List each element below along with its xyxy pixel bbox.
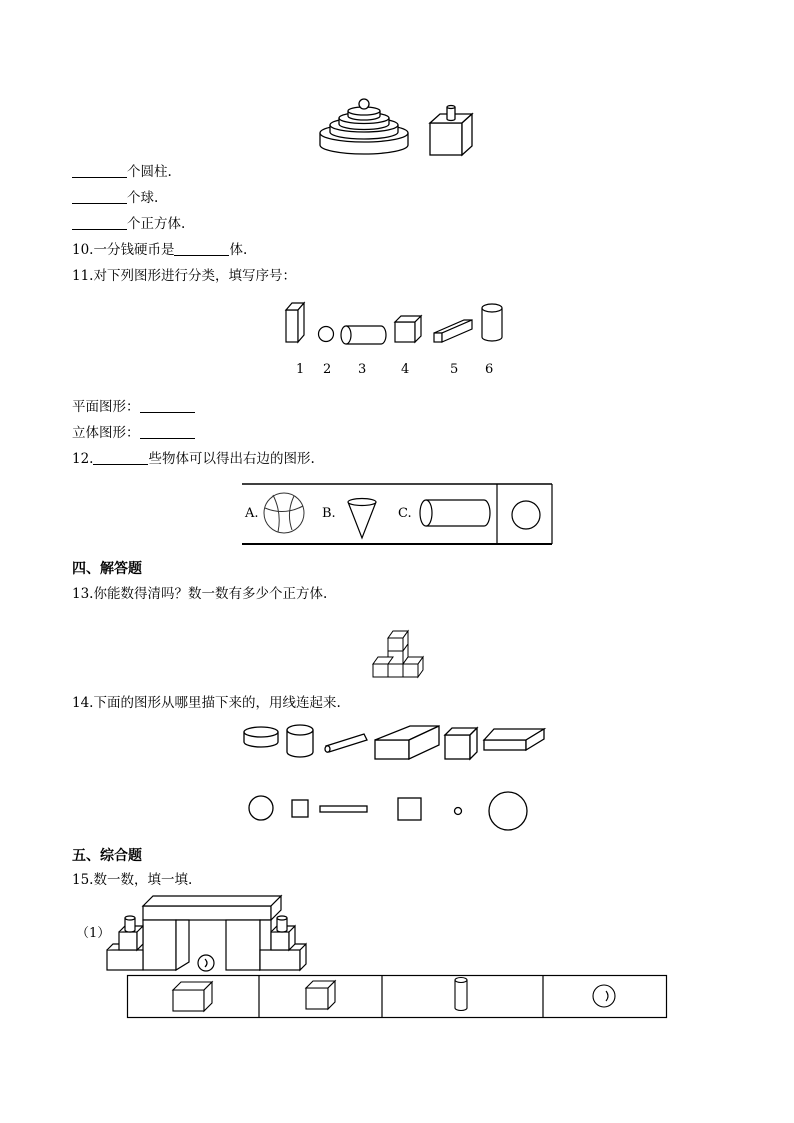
q15-sub-label: （1） xyxy=(76,926,111,941)
q12-prefix: 12. xyxy=(72,451,94,467)
q9-cube-text: 个正方体. xyxy=(127,216,186,232)
q11-label-6: 6 xyxy=(485,362,494,377)
q9-cube-line xyxy=(72,215,185,233)
q11-solid-line xyxy=(72,424,195,442)
q13-figure xyxy=(368,626,426,678)
q9-cylinder-text: 个圆柱. xyxy=(127,164,172,180)
q10-line xyxy=(72,241,247,259)
q9-figure xyxy=(315,95,485,160)
q12-line xyxy=(72,450,315,468)
q11-label-3: 3 xyxy=(358,362,367,377)
answer-blank[interactable] xyxy=(140,398,195,413)
q14-question: 14.下面的图形从哪里描下来的，用线连起来. xyxy=(72,695,341,711)
q15-figure xyxy=(105,892,335,974)
section-4-heading: 四、解答题 xyxy=(72,561,142,577)
q12-suffix: 些物体可以得出右边的图形. xyxy=(148,451,315,467)
q12-option-a: A. xyxy=(245,506,259,521)
answer-blank[interactable] xyxy=(72,215,127,230)
q12-option-c: C. xyxy=(398,506,412,521)
q9-cylinder-line xyxy=(72,163,172,181)
q11-solid-label: 立体图形： xyxy=(72,425,140,441)
q12-figure xyxy=(240,480,554,546)
q11-question: 11.对下列图形进行分类，填写序号： xyxy=(72,268,296,284)
answer-blank[interactable] xyxy=(174,241,229,256)
section-5-heading: 五、综合题 xyxy=(72,848,142,864)
q11-plane-line xyxy=(72,398,195,416)
q11-label-4: 4 xyxy=(401,362,410,377)
answer-blank[interactable] xyxy=(72,189,127,204)
q11-label-5: 5 xyxy=(450,362,459,377)
q9-sphere-text: 个球. xyxy=(127,190,159,206)
answer-blank[interactable] xyxy=(140,424,195,439)
q11-label-2: 2 xyxy=(323,362,332,377)
q9-sphere-line xyxy=(72,189,158,207)
q11-plane-label: 平面图形： xyxy=(72,399,140,415)
q11-label-1: 1 xyxy=(296,362,305,377)
q14-figure xyxy=(240,720,554,832)
answer-blank[interactable] xyxy=(93,450,148,465)
q13-question: 13.你能数得清吗？数一数有多少个正方体. xyxy=(72,586,328,602)
q10-prefix: 10.一分钱硬币是 xyxy=(72,242,175,258)
q10-suffix: 体. xyxy=(229,242,248,258)
q15-question: 15.数一数，填一填. xyxy=(72,872,193,888)
q11-figure xyxy=(283,300,513,350)
q12-option-b: B. xyxy=(322,506,336,521)
answer-blank[interactable] xyxy=(72,163,127,178)
q15-answer-table xyxy=(127,975,668,1019)
